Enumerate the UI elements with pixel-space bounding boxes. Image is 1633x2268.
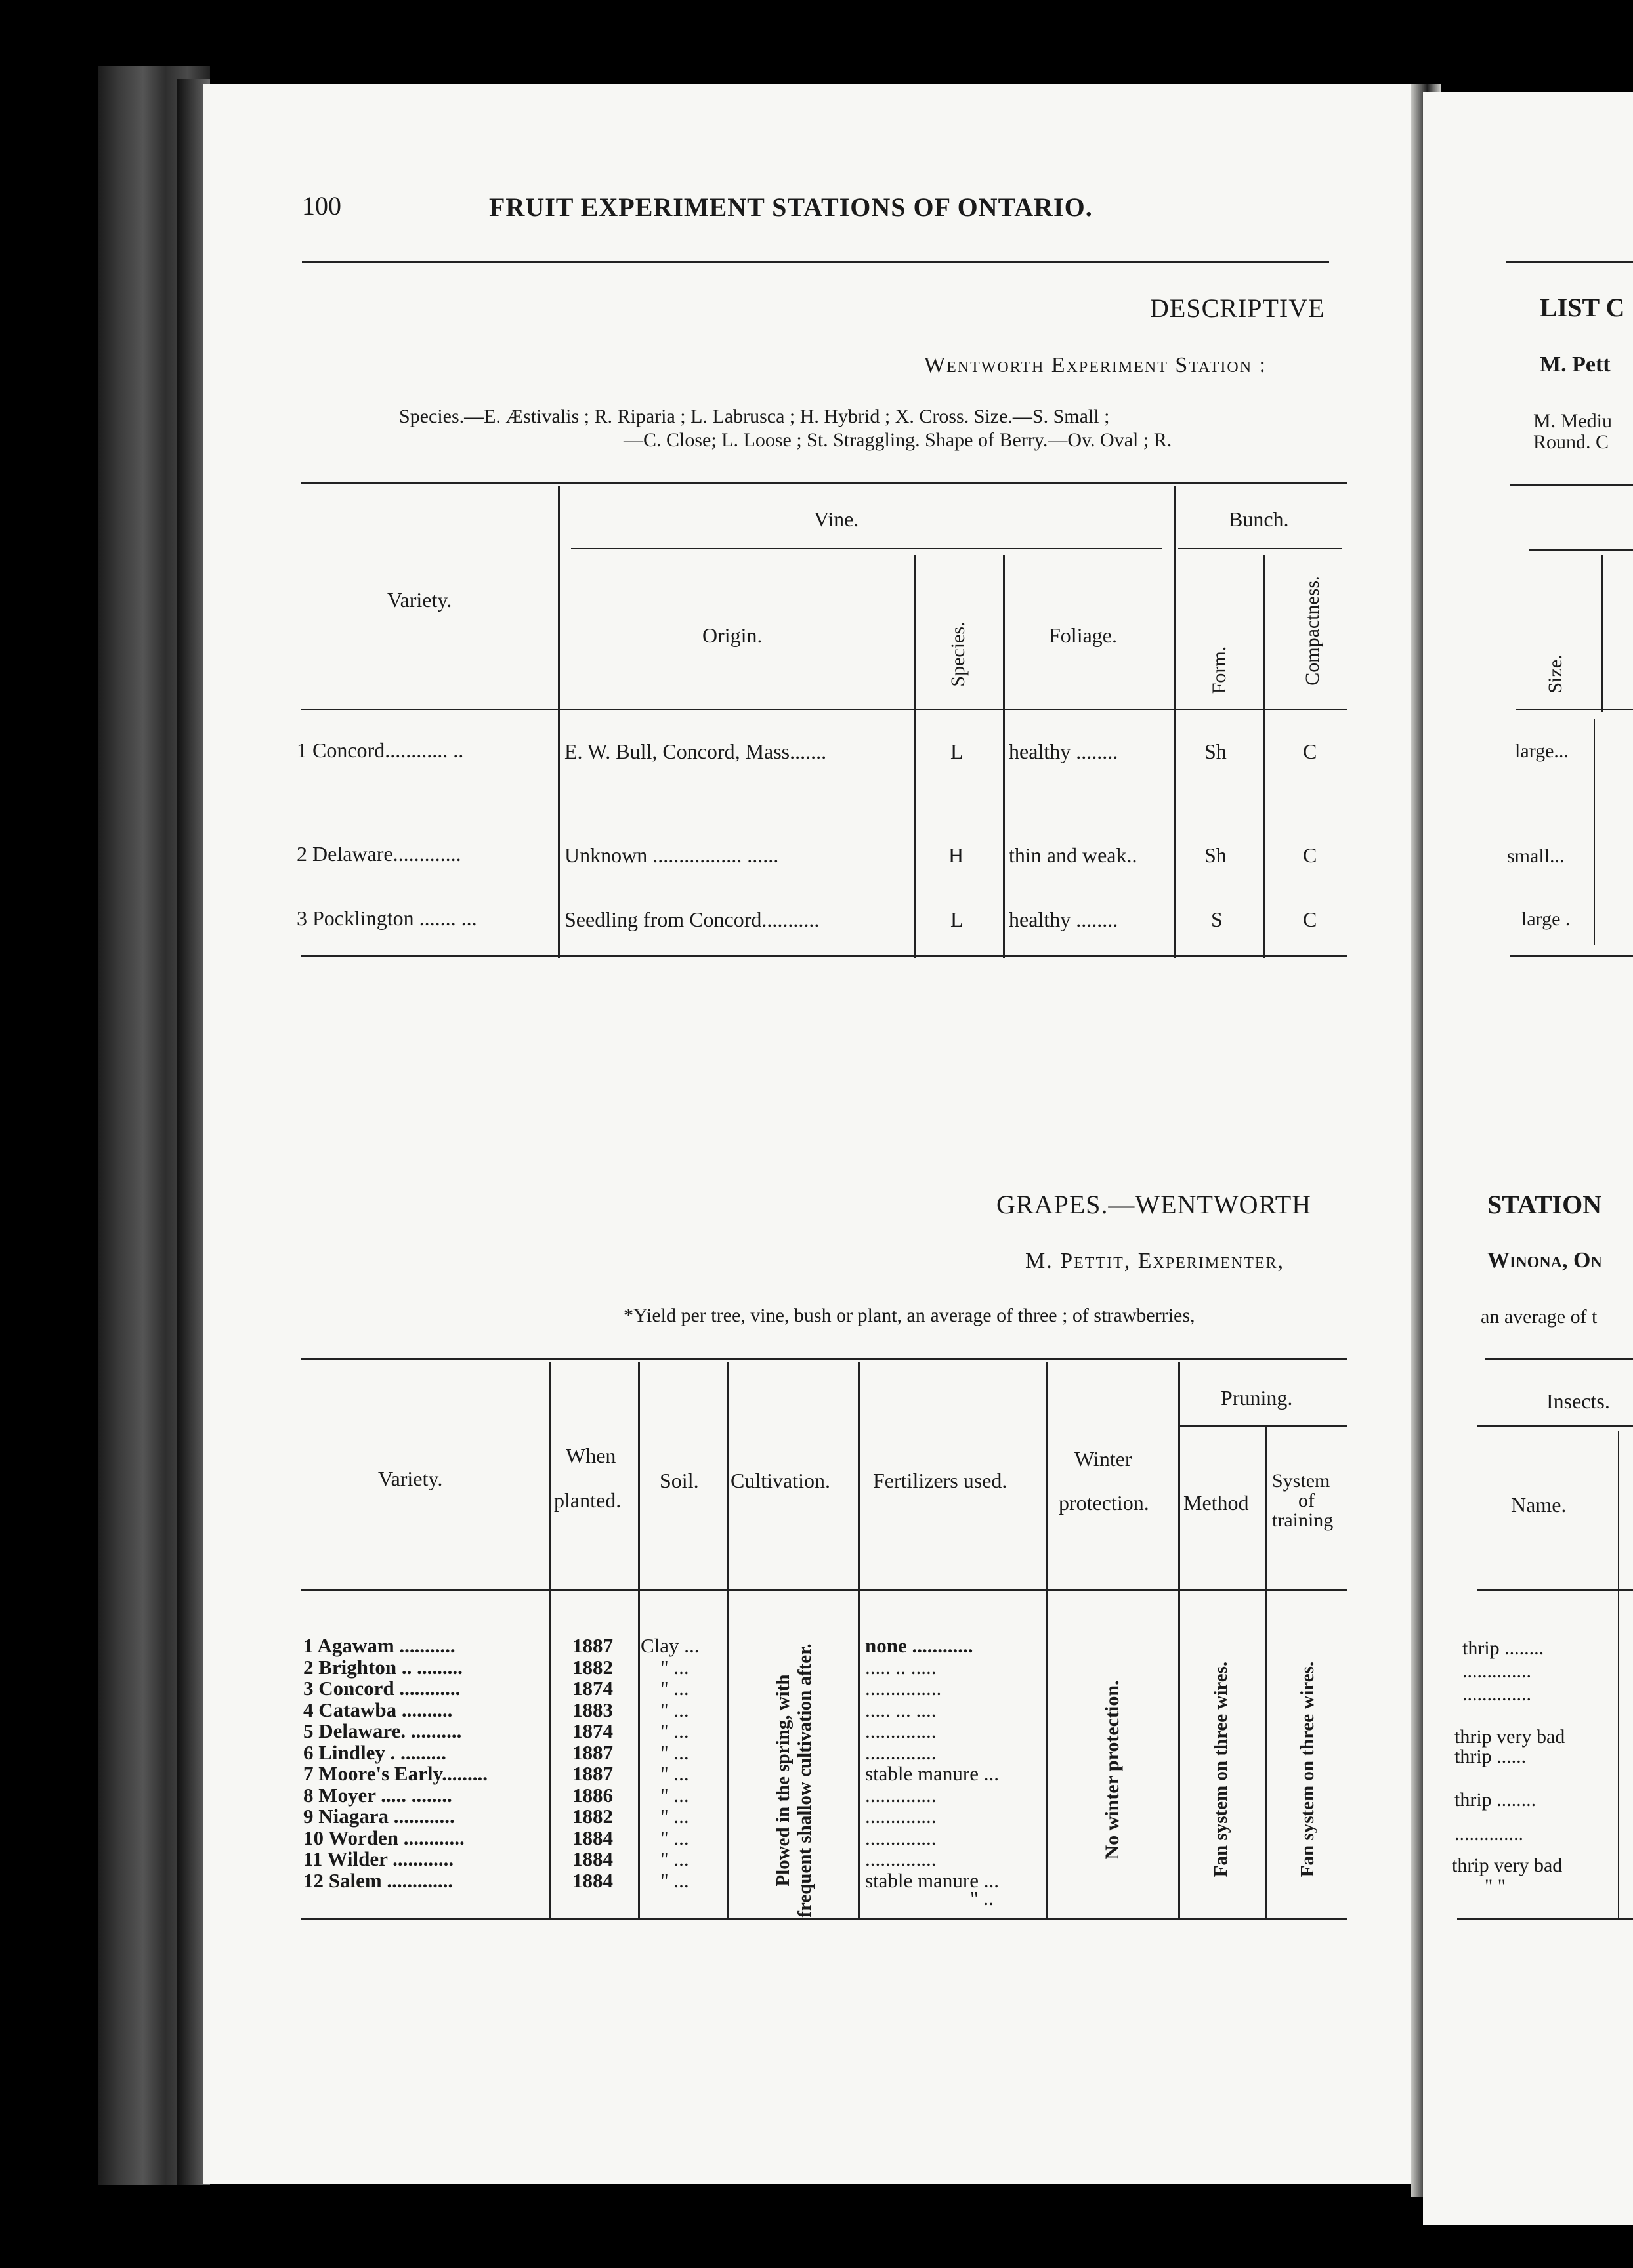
table2-note: *Yield per tree, vine, bush or plant, an average of three ; of strawberries, — [624, 1305, 1195, 1326]
table1-species: L — [950, 908, 964, 931]
list-item: " ... — [660, 1677, 689, 1700]
right-insect-0: thrip ........ — [1462, 1637, 1544, 1659]
right-col-size: Size. — [1544, 654, 1566, 694]
table2-col-system-2: of — [1298, 1490, 1315, 1511]
right-insect-8: " " — [1485, 1876, 1506, 1897]
table1-col-species: Species. — [947, 621, 969, 687]
list-item: 2 Brighton .. ......... — [303, 1655, 463, 1679]
table1-foliage: thin and weak.. — [1009, 843, 1137, 867]
list-item: 1 Agawam ........... — [303, 1634, 456, 1657]
list-item: ............... — [865, 1677, 942, 1700]
table1-key-line1: Species.—E. Æstivalis ; R. Riparia ; L. Labrusca ; H. Hybrid ; X. Cross. Size.—S. Small ; — [399, 406, 1110, 427]
table2-winter: No winter protection. — [1101, 1680, 1123, 1860]
table1-compactness: C — [1303, 843, 1317, 867]
table1-compactness: C — [1303, 908, 1317, 931]
table1-heading: DESCRIPTIVE — [1150, 293, 1325, 323]
head-rule — [302, 261, 1329, 262]
right-sub2: Winona, On — [1487, 1248, 1602, 1272]
list-item: 1887 — [572, 1740, 613, 1764]
table2-col-system-3: training — [1272, 1509, 1334, 1531]
right-group-insects: Insects. — [1546, 1389, 1610, 1413]
table1-col-origin: Origin. — [702, 623, 763, 647]
list-item: " ... — [660, 1719, 689, 1742]
list-item: stable manure ... — [865, 1762, 1000, 1785]
table1-group-bunch: Bunch. — [1229, 507, 1289, 531]
right-key2: Round. C — [1533, 431, 1609, 453]
list-item: 10 Worden ............ — [303, 1826, 465, 1849]
list-item: 1874 — [572, 1677, 613, 1700]
list-item: 1882 — [572, 1655, 613, 1679]
table1-origin: Unknown ................. ...... — [564, 843, 779, 867]
list-item: .............. — [865, 1847, 937, 1870]
right-insect-5: thrip ........ — [1454, 1789, 1537, 1811]
table1-species: L — [950, 740, 964, 763]
list-item: " ... — [660, 1762, 689, 1785]
table2-method: Fan system on three wires. — [1210, 1661, 1231, 1878]
list-item: " ... — [660, 1740, 689, 1764]
table1-foliage: healthy ........ — [1009, 740, 1118, 763]
list-item: .............. — [865, 1805, 937, 1828]
list-item: 7 Moore's Early......... — [303, 1762, 488, 1785]
list-item: 9 Niagara ............ — [303, 1805, 455, 1828]
list-item: 1884 — [572, 1868, 613, 1892]
table1-variety: 3 Pocklington ....... ... — [297, 906, 477, 930]
table2-year-list — [572, 1635, 613, 1891]
table2-subheading: M. Pettit, Experimenter, — [1025, 1249, 1285, 1273]
table1-col-foliage: Foliage. — [1049, 623, 1117, 647]
list-item: " ... — [660, 1698, 689, 1721]
table1-group-vine: Vine. — [814, 507, 859, 531]
list-item: 5 Delaware. .......... — [303, 1719, 462, 1742]
list-item: 6 Lindley . ......... — [303, 1740, 446, 1764]
table1-form: Sh — [1204, 843, 1227, 867]
table2-cultivation: Plowed in the spring, with frequent shallow cultivation after. — [773, 1643, 815, 1918]
table2-fertilizer-list — [865, 1634, 1000, 1910]
list-item: .............. — [865, 1719, 937, 1742]
right-insect-4: thrip ...... — [1454, 1746, 1527, 1767]
table1-origin: Seedling from Concord........... — [564, 908, 820, 931]
table1-variety: 2 Delaware............. — [297, 842, 461, 866]
table1-variety: 1 Concord............ .. — [297, 738, 464, 762]
right-insect-1: .............. — [1462, 1660, 1531, 1682]
table1-origin: E. W. Bull, Concord, Mass....... — [564, 740, 827, 763]
table2-col-winter-2: protection. — [1059, 1491, 1149, 1515]
list-item: 1884 — [572, 1826, 613, 1849]
list-item: ..... .. ..... — [865, 1655, 937, 1679]
table2-col-soil: Soil. — [660, 1469, 699, 1492]
table2-system: Fan system on three wires. — [1297, 1661, 1318, 1878]
right-key1: M. Mediu — [1533, 410, 1612, 432]
list-item: " ... — [660, 1847, 689, 1870]
list-item: 4 Catawba .......... — [303, 1698, 453, 1721]
right-size-1: small... — [1507, 845, 1565, 867]
right-col-name: Name. — [1511, 1493, 1567, 1517]
table2-col-method: Method — [1183, 1491, 1249, 1515]
table1-subheading: Wentworth Experiment Station : — [924, 353, 1267, 377]
list-item: " .. — [970, 1887, 994, 1910]
table2-col-when-2: planted. — [554, 1488, 622, 1512]
table1-species: H — [948, 843, 964, 867]
list-item: 1884 — [572, 1847, 613, 1870]
right-size-0: large... — [1515, 740, 1569, 762]
list-item: stable manure ... — [865, 1868, 1000, 1892]
table2-col-fertilizers: Fertilizers used. — [873, 1469, 1007, 1492]
list-item: 12 Salem ............. — [303, 1868, 454, 1892]
table1-form: S — [1211, 908, 1223, 931]
list-item: " ... — [660, 1826, 689, 1849]
table1-compactness: C — [1303, 740, 1317, 763]
running-head: FRUIT EXPERIMENT STATIONS OF ONTARIO. — [489, 192, 1093, 222]
page-number: 100 — [302, 191, 341, 220]
table1-top-rule — [301, 482, 1347, 484]
table2-col-cultivation: Cultivation. — [731, 1469, 830, 1492]
right-insect-6: .............. — [1454, 1823, 1523, 1845]
table2-col-when-1: When — [566, 1444, 616, 1467]
list-item: 3 Concord ............ — [303, 1677, 461, 1700]
list-item: " ... — [660, 1805, 689, 1828]
table1-form: Sh — [1204, 740, 1227, 763]
list-item: 1886 — [572, 1783, 613, 1807]
right-insect-7: thrip very bad — [1452, 1855, 1563, 1876]
table1-col-compactness: Compactness. — [1302, 576, 1323, 686]
table1-key-line2: —C. Close; L. Loose ; St. Straggling. Shape of Berry.—Ov. Oval ; R. — [624, 429, 1172, 451]
list-item: 1874 — [572, 1719, 613, 1742]
list-item: " ... — [660, 1783, 689, 1807]
table2-col-system-1: System — [1272, 1470, 1330, 1492]
table1-foliage: healthy ........ — [1009, 908, 1118, 931]
right-heading1: LIST C — [1540, 293, 1625, 322]
list-item: .............. — [865, 1826, 937, 1849]
list-item: 1883 — [572, 1698, 613, 1721]
list-item: .............. — [865, 1740, 937, 1764]
list-item: " ... — [660, 1655, 689, 1679]
table2-variety-list — [303, 1635, 488, 1891]
list-item: 1887 — [572, 1634, 613, 1657]
table2-col-winter-1: Winter — [1074, 1447, 1132, 1471]
right-note2: an average of t — [1481, 1306, 1598, 1328]
table2-soil-list — [641, 1635, 700, 1891]
table2-heading: GRAPES.—WENTWORTH — [996, 1190, 1312, 1219]
list-item: 8 Moyer ..... ........ — [303, 1783, 452, 1807]
right-sub1: M. Pett — [1540, 352, 1611, 377]
list-item: 1882 — [572, 1805, 613, 1828]
list-item: .............. — [865, 1783, 937, 1807]
right-size-2: large . — [1521, 908, 1571, 930]
list-item: " ... — [660, 1868, 689, 1892]
list-item: 1887 — [572, 1762, 613, 1785]
list-item: Clay ... — [641, 1634, 700, 1657]
table2-col-variety: Variety. — [378, 1467, 443, 1490]
table1-col-form: Form. — [1208, 646, 1230, 694]
right-insect-3: thrip very bad — [1454, 1726, 1565, 1748]
list-item: 11 Wilder ............ — [303, 1847, 454, 1870]
right-heading2: STATION — [1487, 1190, 1602, 1219]
list-item: ..... ... .... — [865, 1698, 937, 1721]
table1-col-variety: Variety. — [387, 588, 452, 612]
table2-group-pruning: Pruning. — [1221, 1386, 1293, 1410]
list-item: none ............ — [865, 1634, 973, 1657]
right-insect-2: .............. — [1462, 1683, 1531, 1705]
